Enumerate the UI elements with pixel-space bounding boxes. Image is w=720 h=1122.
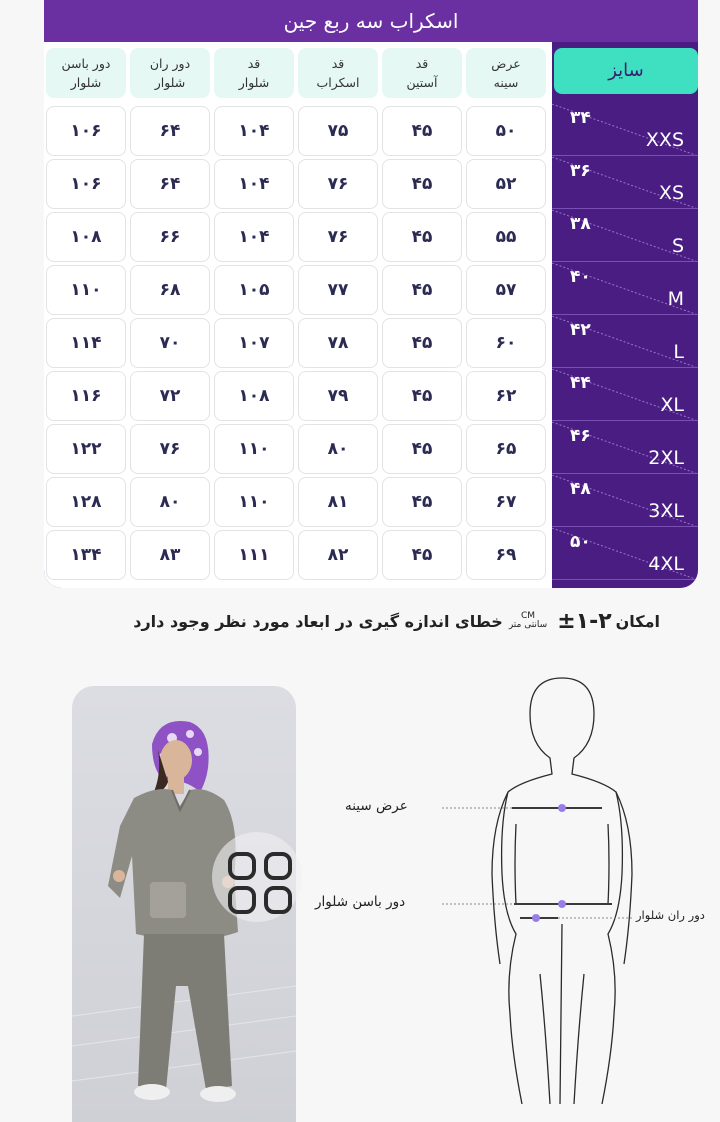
column-header	[298, 48, 378, 98]
table-cell: ۷۲	[130, 371, 210, 421]
table-cell: ۱۲۲	[46, 424, 126, 474]
column-header-line1: قد	[415, 56, 429, 71]
size-label: 2XL	[648, 447, 684, 469]
table-cell: ۱۰۶	[46, 106, 126, 156]
size-header: سایز	[554, 48, 698, 94]
size-label: S	[671, 235, 684, 257]
table-cell: ۱۱۰	[46, 265, 126, 315]
column-header-line2: سینه	[493, 75, 519, 90]
size-label: XS	[658, 182, 684, 204]
table-cell: ۴۵	[382, 424, 462, 474]
size-number: ۴۴	[570, 373, 591, 393]
size-label: 3XL	[648, 500, 684, 522]
table-cell: ۱۲۸	[46, 477, 126, 527]
table-cell: ۵۷	[466, 265, 546, 315]
table-cell: ۱۱۴	[46, 318, 126, 368]
table-cell: ۱۳۴	[46, 530, 126, 580]
table-cell: ۵۲	[466, 159, 546, 209]
column-header-line2: شلوار	[154, 75, 186, 90]
size-cell	[552, 263, 698, 315]
table-cell: ۴۵	[382, 106, 462, 156]
column-header	[466, 48, 546, 98]
note-unit-en: CM	[521, 611, 536, 621]
table-cell: ۶۲	[466, 371, 546, 421]
size-label: XL	[660, 394, 684, 416]
table-cell: ۷۶	[298, 159, 378, 209]
table-cell: ۵۰	[466, 106, 546, 156]
table-cell: ۶۶	[130, 212, 210, 262]
table-cell: ۱۰۴	[214, 159, 294, 209]
note-suffix: خطای اندازه گیری در ابعاد مورد نظر وجود دارد	[133, 611, 503, 631]
table-cell: ۷۵	[298, 106, 378, 156]
table-cell: ۴۵	[382, 477, 462, 527]
size-number: ۵۰	[570, 532, 591, 552]
table-title: اسکراب سه ربع جین	[283, 9, 459, 33]
table-cell: ۶۷	[466, 477, 546, 527]
table-cell: ۸۰	[298, 424, 378, 474]
size-number: ۳۸	[570, 214, 591, 234]
thigh-label: دور ران شلوار	[636, 908, 705, 922]
table-cell: ۷۸	[298, 318, 378, 368]
size-cell	[552, 210, 698, 262]
note-prefix: امکان	[615, 611, 660, 631]
size-label: L	[673, 341, 684, 363]
note-range: ±۱-۲	[557, 608, 612, 634]
table-cell: ۶۹	[466, 530, 546, 580]
column-header	[130, 48, 210, 98]
measurement-note	[60, 606, 660, 636]
table-cell: ۱۰۶	[46, 159, 126, 209]
column-header	[382, 48, 462, 98]
size-cell	[552, 475, 698, 527]
size-number: ۳۶	[570, 161, 591, 181]
size-cell	[552, 104, 698, 156]
note-unit	[509, 612, 547, 630]
column-header-line2: اسکراب	[316, 75, 360, 90]
size-number: ۴۸	[570, 479, 591, 499]
hip-label: دور باسن شلوار	[315, 894, 406, 910]
table-cell: ۶۸	[130, 265, 210, 315]
table-cell: ۱۱۶	[46, 371, 126, 421]
table-cell: ۷۹	[298, 371, 378, 421]
column-header-line1: قد	[247, 56, 261, 71]
size-number: ۴۲	[570, 320, 591, 340]
size-label: M	[667, 288, 684, 310]
table-cell: ۱۰۵	[214, 265, 294, 315]
table-cell: ۱۱۰	[214, 477, 294, 527]
table-cell: ۸۱	[298, 477, 378, 527]
table-cell: ۴۵	[382, 159, 462, 209]
column-header-line1: دور ران	[149, 56, 191, 71]
table-cell: ۷۶	[130, 424, 210, 474]
table-cell: ۱۱۱	[214, 530, 294, 580]
table-cell: ۶۵	[466, 424, 546, 474]
table-cell: ۴۵	[382, 212, 462, 262]
column-header-line1: عرض	[491, 56, 521, 71]
column-header	[46, 48, 126, 98]
size-cell	[552, 316, 698, 368]
gallery-grid-icon[interactable]	[226, 848, 298, 920]
table-cell: ۱۱۰	[214, 424, 294, 474]
column-header-line1: دور باسن	[61, 56, 111, 71]
size-cell	[552, 422, 698, 474]
table-cell: ۷۰	[130, 318, 210, 368]
size-number: ۳۴	[570, 108, 591, 128]
note-unit-fa: سانتی متر	[508, 620, 548, 630]
table-cell: ۴۵	[382, 530, 462, 580]
size-cell	[552, 369, 698, 421]
table-cell: ۵۵	[466, 212, 546, 262]
table-cell: ۴۵	[382, 318, 462, 368]
table-cell: ۶۰	[466, 318, 546, 368]
column-header-line2: آستین	[406, 75, 438, 90]
size-table	[44, 0, 698, 588]
table-cell: ۸۲	[298, 530, 378, 580]
size-label: 4XL	[648, 553, 684, 575]
size-number: ۴۶	[570, 426, 591, 446]
table-cell: ۶۴	[130, 159, 210, 209]
table-cell: ۸۳	[130, 530, 210, 580]
column-header-line2: شلوار	[70, 75, 102, 90]
table-cell: ۸۰	[130, 477, 210, 527]
size-number: ۴۰	[570, 267, 591, 287]
body-measurement-diagram	[400, 674, 720, 1114]
table-cell: ۱۰۴	[214, 212, 294, 262]
chest-width-label: عرض سینه	[345, 798, 408, 814]
column-header	[214, 48, 294, 98]
table-grid	[44, 42, 698, 588]
size-cell	[552, 528, 698, 580]
table-cell: ۴۵	[382, 371, 462, 421]
table-cell: ۴۵	[382, 265, 462, 315]
table-cell: ۱۰۴	[214, 106, 294, 156]
table-cell: ۱۰۸	[46, 212, 126, 262]
size-cell	[552, 157, 698, 209]
column-header-line1: قد	[331, 56, 345, 71]
table-cell: ۱۰۷	[214, 318, 294, 368]
size-label: XXS	[645, 129, 684, 151]
column-header-line2: شلوار	[238, 75, 270, 90]
table-cell: ۱۰۸	[214, 371, 294, 421]
table-cell: ۷۷	[298, 265, 378, 315]
table-cell: ۶۴	[130, 106, 210, 156]
table-cell: ۷۶	[298, 212, 378, 262]
